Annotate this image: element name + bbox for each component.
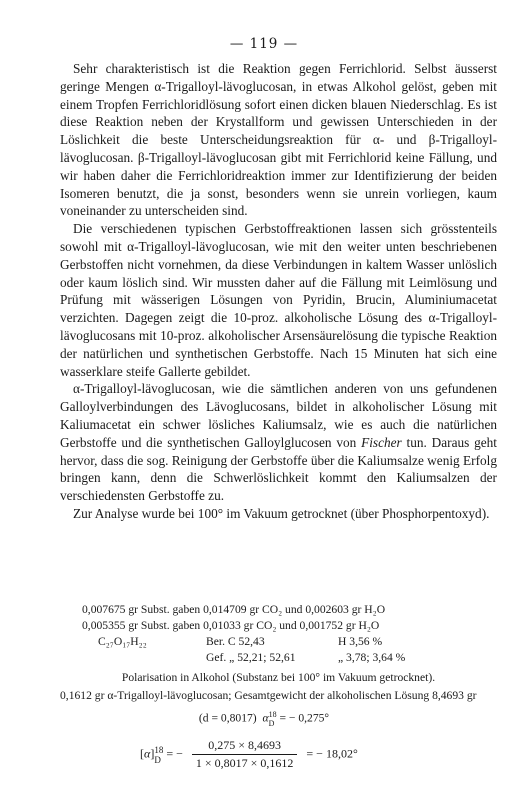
rotation-result: = − 18,02°	[306, 746, 358, 761]
experiment-line: 0,005355 gr Subst. gaben 0,01033 gr CO₂ und 0,001752 gr H₂O	[82, 619, 380, 632]
polarisation-line: 0,1612 gr α-Trigalloyl-lävoglucosan; Gesamtgewicht der alkoholischen Lösung 8,4693 gr	[60, 689, 477, 702]
paragraph-3	[60, 380, 497, 505]
found-hydrogen: „ 3,78; 3,64 %	[338, 651, 406, 664]
calculated-hydrogen: H 3,56 %	[338, 635, 383, 648]
fraction-numerator: 0,275 × 8,4693	[192, 738, 298, 755]
density: (d = 0,8017)	[198, 711, 257, 725]
rotation-fraction	[192, 738, 298, 771]
polarisation-block	[60, 670, 497, 704]
p3-before: α-Trigalloyl-lävoglucosan, wie die sämtlichen anderen von uns gefundenen Galloylverbindungen des Lävoglucosans, bildet in alkoholischer Lösung mit Kaliumacetat ein schwer lösliches Kaliumsalz, wie es auch die natürlichen Gerbstoffe und die synthetischen Galloylglucosen von	[60, 381, 497, 450]
density-alpha-line: (d = 0,8017) α 18 D = − 0,275°	[198, 710, 330, 728]
p3-after: tun. Daraus geht hervor, dass die sog. Reinigung der Gerbstoffe über die Kaliumsalze wenig Erfolg bringen kann, denn die Schwerlöslichkeit kommt den Kaliumsalzen der verschiedensten Gerbstoffe zu.	[60, 434, 497, 504]
fraction-denominator: 1 × 0,8017 × 0,1612	[195, 756, 294, 770]
page-number: — 119 —	[229, 36, 299, 52]
polarisation-title: Polarisation in Alkohol (Substanz bei 100° im Vakuum getrocknet).	[121, 671, 436, 684]
found-carbon: Gef. „ 52,21; 52,61	[206, 651, 296, 664]
paragraph-2: Die verschiedenen typischen Gerbstoffreaktionen lassen sich grösstenteils sowohl mit α-Trigalloyl-lävoglucosan, wie mit den weiter unten beschriebenen Gerbstoffen nicht vornehmen, da diese Verbindungen in kaltem Wasser unlöslich oder kaum löslich sind. Wir mussten daher auf die Fällung mit Leimlösung und Prüfung mit wässerigen Lösungen von Pyridin, Brucin, Aluminiumacetat verzichten. Dagegen zeigt die 10-proz. alkoholische Lösung des α-Trigalloyl-lävoglucosans mit 10-proz. alkoholischer Arsensäurelösung die typische Reaktion der natürlichen und synthetischen Gerbstoffe. Nach 15 Minuten hat sich eine wasserklare steife Gallerte gebildet.	[60, 221, 497, 379]
experiment-line: 0,007675 gr Subst. gaben 0,014709 gr CO₂ und 0,002603 gr H₂O	[82, 603, 386, 616]
molecular-formula: C₂₇O₁₇H₂₂	[98, 635, 147, 648]
alpha-value: = − 0,275°	[279, 711, 330, 725]
body-text	[60, 60, 497, 523]
author-name: Fischer	[361, 434, 402, 450]
experiment-lines	[60, 602, 497, 634]
elemental-analysis	[60, 634, 497, 666]
paragraph-1: Sehr charakteristisch ist die Reaktion gegen Ferrichlorid. Selbst äusserst geringe Mengen α-Trigalloyl-lävoglucosan, in etwas Alkohol gelöst, geben mit einem Tropfen Ferrichloridlösung sofort einen dicken blauen Niederschlag. Es ist diese Reaktion neben der Krystallform und gewissen Unterschieden in der Löslichkeit die beste Unterscheidungsreaktion für α- und β-Trigalloyl-lävoglucosan. β-Trigalloyl-lävoglucosan gibt mit Ferrichlorid keine Fällung, und wir haben daher die Ferrichloridreaktion immer zur Identifizierung der beiden Isomeren benutzt, die ja sonst, besonders wenn sie unrein vorliegen, kaum voneinander zu unterscheiden sind.	[60, 61, 497, 219]
calculated-carbon: Ber. C 52,43	[206, 635, 265, 648]
specific-rotation-formula: [α] 18 D = − $\frac{0,275 \times 8,4693}{1 \times 0,8017 \times 0,1612}$ = − 18,02°	[140, 738, 358, 770]
paragraph-4: Zur Analyse wurde bei 100° im Vakuum getrocknet (über Phosphorpentoxyd).	[73, 505, 490, 521]
